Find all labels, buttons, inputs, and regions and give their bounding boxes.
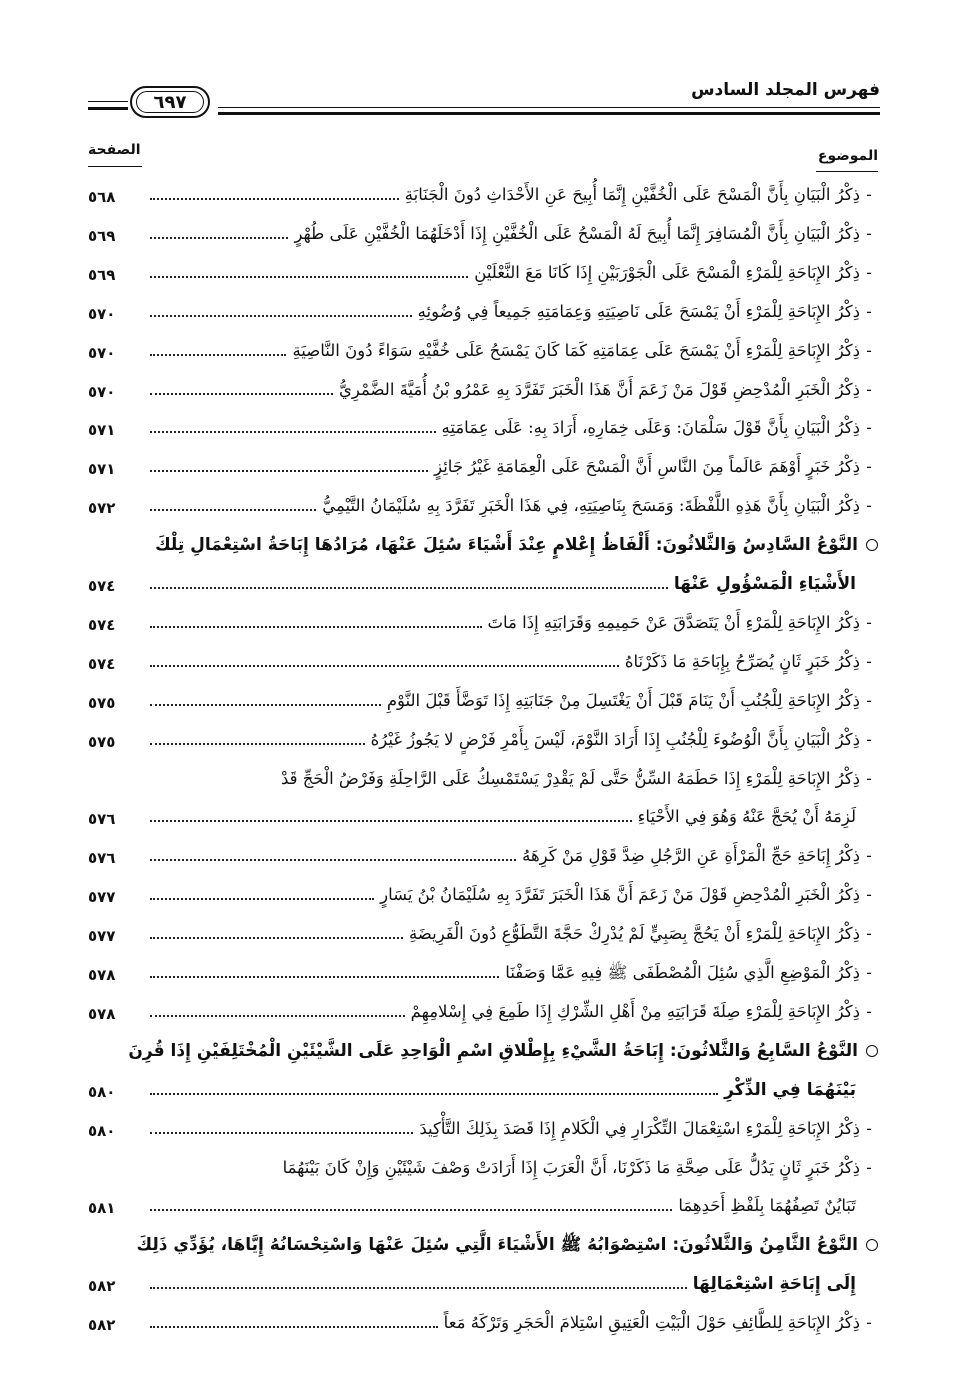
entry-page-number: ٥٨٢ [88,1316,116,1335]
entry-page-number: ٥٧٥ [88,693,116,712]
column-heading-page-underline [88,166,142,167]
index-entry-row [88,405,878,441]
entry-title: النَّوْعُ السَّابِعُ وَالثَّلاثُونَ: إِبَاحَةُ الشَّيْءِ بِإِطْلاقِ اسْمِ الْوَاحِدِ عَلَى الشَّيْئَيْنِ الْمُخْتَلِفَيْنِ إِذَا قُرِنَ [128,1040,858,1061]
bullet-dash-icon: - [866,924,872,944]
entry-page-number: ٥٨١ [88,1199,116,1218]
entry-title: ذِكْرُ الإِبَاحَةِ لِلْمَرْءِ الْمَسْحَ عَلَى الْجَوْرَبَيْنِ إِذَا كَانَا مَعَ النَّعْلَيْنِ [474,262,860,282]
entry-page-number: ٥٧١ [88,460,116,479]
index-entry-row [88,289,878,325]
entry-page-number: ٥٨٢ [88,1277,116,1296]
bullet-dash-icon: - [866,1313,872,1333]
entry-title: ذِكْرُ الْبَيَانِ بِأَنَّ الْمَسْحَ عَلَى الْخُفَّيْنِ إِنَّمَا أُبِيحَ عَنِ الأَحْدَاثِ دُونَ الْجَنَابَةِ [404,185,860,204]
entry-page-number: ٥٧٨ [88,966,116,984]
entry-page-number: ٥٧٤ [88,615,116,634]
section-heading-row [88,1222,878,1258]
page-number-box [130,86,210,118]
index-entry-row [88,989,878,1025]
entry-page-number: ٥٧٧ [88,927,116,946]
entry-page-number: ٥٨٠ [88,1082,116,1101]
dot-leader [150,704,381,706]
entry-title: الأَشْيَاءِ الْمَسْؤُولِ عَنْهَا [673,574,856,594]
bullet-dash-icon: - [866,379,872,399]
bullet-dash-icon: - [866,496,872,516]
index-entry-row [88,444,878,480]
bullet-dash-icon: - [866,301,872,321]
dot-leader [150,898,374,900]
bullet-dash-icon: - [866,1157,872,1177]
section-heading-row [88,561,878,597]
dot-leader [150,1287,687,1289]
dot-leader [150,587,668,589]
index-entry-row [88,172,878,208]
entry-page-number: ٥٧٠ [88,304,116,323]
index-entry-row [88,600,878,636]
bullet-dash-icon: - [866,768,872,788]
bullet-dash-icon: - [866,418,872,438]
index-entry-row [88,717,878,753]
bullet-dash-icon: - [866,885,872,905]
entry-title: ذِكْرُ إِبَاحَةِ حَجِّ الْمَرْأَةِ عَنِ الرَّجُلِ ضِدَّ قَوْلِ مَنْ كَرِهَهُ [522,846,860,866]
circle-bullet-icon [866,1239,878,1251]
running-header-title: فهرس المجلد السادس [691,80,880,100]
entry-title: ذِكْرُ الْبَيَانِ بِأَنَّ قَوْلَ سَلْمَانَ: وَعَلَى خِمَارِهِ، أَرَادَ بِهِ: عَلَى عِمَامَتِهِ [441,418,860,438]
index-entry-row [88,639,878,675]
entry-page-number: ٥٧٧ [88,888,116,907]
entry-title: إِلَى إِبَاحَةِ اسْتِعْمَالِهَا [692,1274,856,1295]
index-entry-row [88,1106,878,1142]
index-entry-row [88,794,878,830]
dot-leader [150,354,286,356]
entry-title: ذِكْرُ الْبَيَانِ بِأَنَّ هَذِهِ اللَّفْظَةَ: وَمَسَحَ بِنَاصِيَتِهِ، فِي هَذَا الْخَبَرِ تَفَرَّدَ بِهِ سُلَيْمَانُ التَّيْمِيُّ [322,496,860,516]
bullet-dash-icon: - [866,690,872,710]
bullet-dash-icon: - [866,963,872,982]
entry-page-number: ٥٧٦ [88,810,116,829]
entry-title: ذِكْرُ الْخَبَرِ الْمُدْحِضِ قَوْلَ مَنْ زَعَمَ أَنَّ هَذَا الْخَبَرَ تَفَرَّدَ بِهِ عَمْرُو بْنُ أُمَيَّةَ الضَّمْرِيُّ [338,379,860,399]
circle-bullet-icon [866,539,878,551]
entry-title: ذِكْرُ خَبَرٍ ثَانٍ يُصَرِّحُ بِإِبَاحَةِ مَا ذَكَرْنَاهُ [624,651,860,671]
entry-title: ذِكْرُ الإِبَاحَةِ لِلطَّائِفِ حَوْلَ الْبَيْتِ الْعَتِيقِ اسْتِلامَ الْحَجَرِ وَتَرْكَهُ مَعاً [443,1313,860,1333]
entry-title: ذِكْرُ الإِبَاحَةِ لِلْجُنُبِ أَنْ يَنَامَ قَبْلَ أَنْ يَغْتَسِلَ مِنْ جَنَابَتِهِ إِذَا تَوَضَّأَ قَبْلَ النَّوْمِ [386,690,860,710]
dot-leader [150,431,436,433]
entry-title: ذِكْرُ الْبَيَانِ بِأَنَّ الْمُسَافِرَ إِنَّمَا أُبِيحَ لَهُ الْمَسْحُ عَلَى الْخُفَّيْنِ إِذَا أَدْخَلَهُمَا الْخُفَّيْنِ عَلَى طُهْرٍ [294,223,860,243]
bullet-dash-icon: - [866,729,872,749]
entry-title: ذِكْرُ خَبَرٍ ثَانٍ يَدُلُّ عَلَى صِحَّةِ مَا ذَكَرْنَا، أَنَّ الْعَرَبَ إِذَا أَرَادَتْ وَصْفَ شَيْئَيْنِ وَإِنْ كَانَ بَيْنَهُمَا [282,1157,860,1177]
entry-page-number: ٥٧١ [88,421,116,440]
entry-page-number: ٥٧٢ [88,499,116,518]
column-heading-page: الصفحة [88,142,141,158]
circle-bullet-icon [866,1045,878,1057]
entry-title: ذِكْرُ الْخَبَرِ الْمُدْحِضِ قَوْلَ مَنْ زَعَمَ أَنَّ هَذَا الْخَبَرَ تَفَرَّدَ بِهِ سُلَيْمَانُ بْنُ يَسَارٍ [380,885,860,905]
index-entry-row [88,833,878,869]
dot-leader [150,1015,405,1017]
header-rule-left [88,101,128,102]
dot-leader [150,976,499,978]
index-entry-row [88,756,878,792]
entry-title: ذِكْرُ الإِبَاحَةِ لِلْمَرْءِ إِذَا حَطَمَهُ السِّنُّ حَتَّى لَمْ يَقْدِرْ يَسْتَمْسِكُ عَلَى الرَّاحِلَةِ وَفَرْضُ الْحَجِّ قَدْ [280,768,860,788]
index-entry-row [88,1183,878,1219]
dot-leader [150,509,316,511]
page-number: ٦٩٧ [136,91,204,113]
bullet-dash-icon: - [866,223,872,243]
dot-leader [150,1326,438,1328]
entry-title: ذِكْرُ الإِبَاحَةِ لِلْمَرْءِ أَنْ يَمْسَحَ عَلَى عِمَامَتِهِ كَمَا كَانَ يَمْسَحُ عَلَى خُفَّيْهِ سَوَاءً دُونَ النَّاصِيَةِ [292,340,860,360]
entry-title: ذِكْرُ الإِبَاحَةِ لِلْمَرْءِ أَنْ يَحُجَّ بِصَبِيٍّ لَمْ يُدْرِكْ حَجَّةَ التَّطَوُّعِ دُونَ الْفَرِيضَةِ [408,924,860,944]
index-entry-row [88,367,878,403]
section-heading-row [88,1067,878,1103]
dot-leader [150,626,482,628]
dot-leader [150,1209,672,1211]
dot-leader [150,1093,718,1095]
dot-leader [150,393,333,395]
dot-leader [150,859,516,861]
entry-title: ذِكْرُ الإِبَاحَةِ لِلْمَرْءِ صِلَةَ قَرَابَتِهِ مِنْ أَهْلِ الشِّرْكِ إِذَا طَمِعَ فِي إِسْلامِهِمْ [410,1001,860,1021]
dot-leader [150,743,365,745]
section-heading-row [88,1261,878,1297]
entry-page-number: ٥٧٦ [88,849,116,868]
entry-title: ذِكْرُ الْمَوْضِعِ الَّذِي سُئِلَ الْمُصْطَفَى ﷺ فِيهِ عَمَّا وَصَفْنَا [505,963,860,982]
dot-leader [150,937,403,939]
entry-title: ذِكْرُ الْبَيَانِ بِأَنَّ الْوُضُوءَ لِلْجُنُبِ إِذَا أَرَادَ النَّوْمَ، لَيْسَ بِأَمْرِ فَرْضٍ لا يَجُوزُ غَيْرُهُ [370,729,860,749]
bullet-dash-icon: - [866,340,872,360]
bullet-dash-icon: - [866,185,872,204]
bullet-dash-icon: - [866,651,872,671]
entry-page-number: ٥٧٠ [88,343,116,362]
entry-title: ذِكْرُ الإِبَاحَةِ لِلْمَرْءِ أَنْ يَمْسَحَ عَلَى نَاصِيَتِهِ وَعِمَامَتِهِ جَمِيعاً فِي وُضُوئِهِ [417,301,860,321]
entry-title: بَيْنَهُمَا فِي الذِّكْرِ [724,1079,856,1100]
entry-title: تَبَايُنٌ تَصِفُهُمَا بِلَفْظِ أَحَدِهِمَا [678,1196,856,1216]
entry-title: ذِكْرُ الإِبَاحَةِ لِلْمَرْءِ اسْتِعْمَالَ التِّكْرَارِ فِي الْكَلامِ إِذَا قَصَدَ بِذَلِكَ التَّأْكِيدَ [419,1118,860,1138]
header-rule-thick [218,112,880,115]
entry-page-number: ٥٧٠ [88,382,116,401]
dot-leader [150,276,468,278]
dot-leader [150,665,619,667]
entry-page-number: ٥٧٥ [88,732,116,751]
dot-leader [150,237,288,239]
dot-leader [150,1132,413,1134]
entry-page-number: ٥٧٤ [88,577,116,595]
index-entry-row [88,678,878,714]
entry-page-number: ٥٦٨ [88,188,116,206]
index-entry-row [88,1300,878,1336]
index-entry-row [88,483,878,519]
bullet-dash-icon: - [866,612,872,632]
index-entry-row [88,250,878,286]
index-entry-row [88,950,878,986]
index-entry-row [88,328,878,364]
entry-title: ذِكْرُ الإِبَاحَةِ لِلْمَرْءِ أَنْ يَتَصَدَّقَ عَنْ حَمِيمِهِ وَقَرَابَتِهِ إِذَا مَاتَ [487,612,860,632]
column-heading-topic: الموضوع [817,148,878,164]
bullet-dash-icon: - [866,1118,872,1138]
section-heading-row [88,522,878,558]
entry-page-number: ٥٦٩ [88,265,116,284]
entry-title: ذِكْرُ خَبَرٍ أَوْهَمَ عَالَماً مِنَ النَّاسِ أَنَّ الْمَسْحَ عَلَى الْعِمَامَةِ غَيْرُ جَائِزٍ [434,457,860,477]
dot-leader [150,198,399,200]
dot-leader [150,470,428,472]
entry-title: النَّوْعُ الثَّامِنُ وَالثَّلاثُونَ: اسْتِصْوَابُهُ ﷺ الأَشْيَاءَ الَّتِي سُئِلَ عَنْهَا وَاسْتِحْسَانُهُ إِيَّاهَا، يُؤَدِّي ذَلِكَ [136,1235,858,1256]
index-entry-row [88,872,878,908]
section-heading-row [88,1028,878,1064]
entry-page-number: ٥٨٠ [88,1121,116,1140]
bullet-dash-icon: - [866,846,872,866]
header-rule-left-thick [88,107,128,110]
header-rule [218,107,880,108]
entry-page-number: ٥٧٤ [88,654,116,673]
dot-leader [150,820,632,822]
index-entry-row [88,911,878,947]
entry-page-number: ٥٦٩ [88,226,116,245]
entry-page-number: ٥٧٨ [88,1004,116,1023]
entry-title: النَّوْعُ السَّادِسُ وَالثَّلاثُونَ: أَلْفَاظُ إِعْلامٍ عِنْدَ أَشْيَاءَ سُئِلَ عَنْهَا، مُرَادُهَا إِبَاحَةُ اسْتِعْمَالِ تِلْكَ [155,535,858,556]
bullet-dash-icon: - [866,457,872,477]
index-entry-row [88,211,878,247]
bullet-dash-icon: - [866,262,872,282]
dot-leader [150,315,412,317]
bullet-dash-icon: - [866,1001,872,1021]
entry-title: لَزِمَهُ أَنْ يُحَجَّ عَنْهُ وَهُوَ فِي الأَحْيَاءِ [637,807,856,827]
index-entry-row [88,1145,878,1181]
